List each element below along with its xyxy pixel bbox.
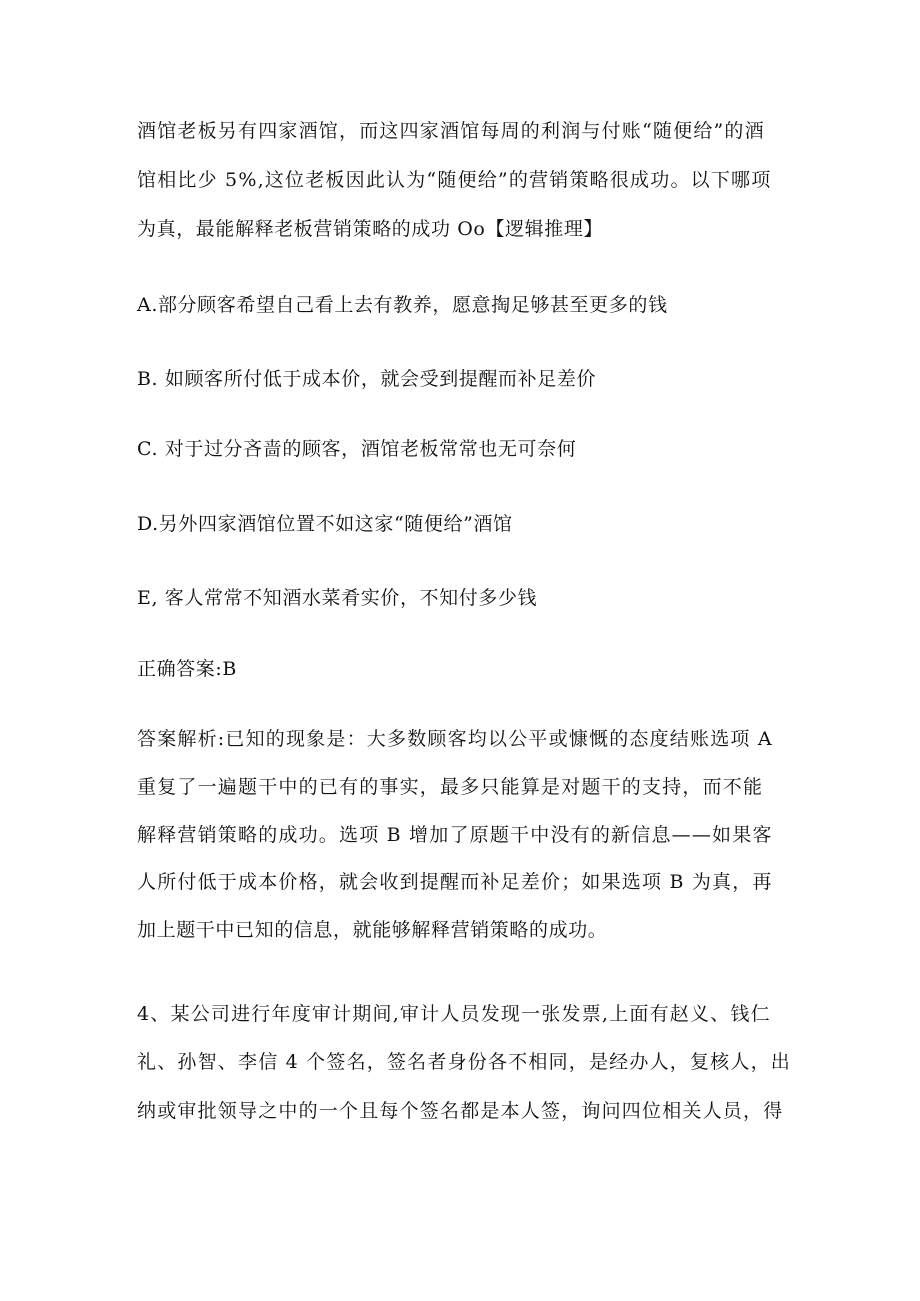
question4-line-3: 纳或审批领导之中的一个且每个签名都是本人签，询问四位相关人员，得 — [137, 1100, 784, 1122]
analysis-line-5: 加上题干中已知的信息，就能够解释营销策略的成功。 — [137, 919, 608, 941]
analysis-line-2: 重复了一遍题干中的已有的事实，最多只能算是对题干的支持，而不能 — [137, 776, 764, 798]
option-a: A.部分顾客希望自己看上去有教养，愿意掏足够甚至更多的钱 — [137, 294, 668, 316]
option-b: B. 如顾客所付低于成本价，就会受到提醒而补足差价 — [137, 368, 597, 390]
option-e: E, 客人常常不知酒水菜肴实价，不知付多少钱 — [137, 587, 538, 609]
option-d: D.另外四家酒馆位置不如这家“随便给”酒馆 — [137, 513, 513, 535]
analysis-line-3: 解释营销策略的成功。选项 B 增加了原题干中没有的新信息——如果客 — [137, 824, 773, 846]
correct-answer: 正确答案:B — [137, 658, 237, 680]
question-intro-line-2: 馆相比少 5%,这位老板因此认为“随便给”的营销策略很成功。以下哪项 — [137, 169, 772, 191]
question4-line-2: 礼、孙智、李信 4 个签名，签名者身份各不相同，是经办人，复核人，出 — [137, 1051, 791, 1073]
option-c: C. 对于过分吝啬的顾客，酒馆老板常常也无可奈何 — [137, 438, 577, 460]
analysis-line-1: 答案解析:已知的现象是：大多数顾客均以公平或慷慨的态度结账选项 A — [137, 728, 773, 750]
analysis-line-4: 人所付低于成本价格，就会收到提醒而补足差价；如果选项 B 为真，再 — [137, 871, 773, 893]
question-intro-line-3: 为真，最能解释老板营销策略的成功 Oo【逻辑推理】 — [137, 218, 604, 240]
question4-line-1: 4、某公司进行年度审计期间,审计人员发现一张发票,上面有赵义、钱仁 — [137, 1003, 771, 1025]
question-intro-line-1: 酒馆老板另有四家酒馆，而这四家酒馆每周的利润与付账“随便给”的酒 — [137, 120, 765, 142]
